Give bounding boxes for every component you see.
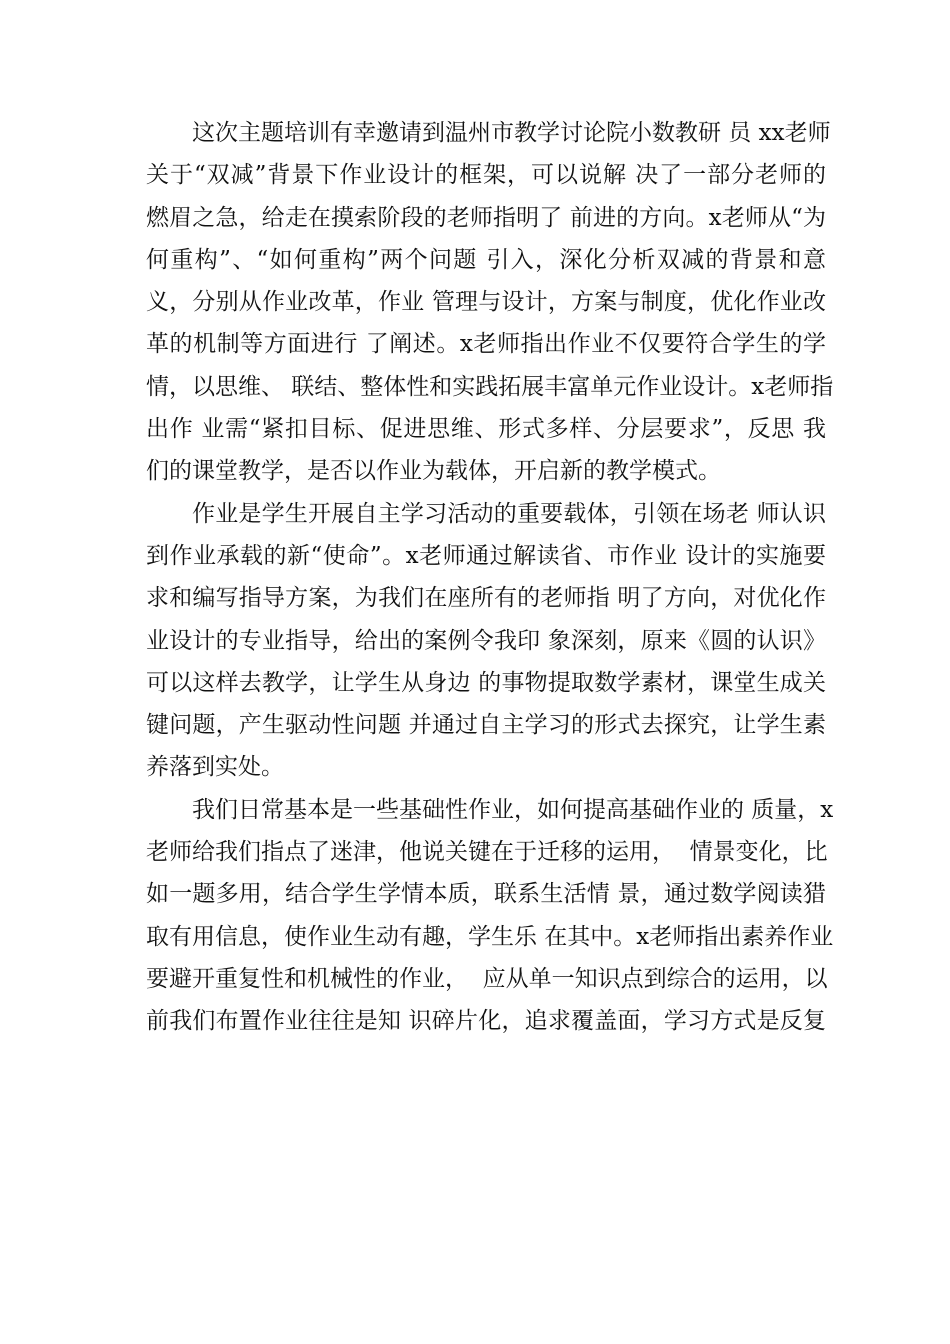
text-line: 何重构”、“如何重构”两个问题 引入，深化分析双减的背景和意 [146,246,826,273]
text-line: 可以这样去教学，让学生从身边 的事物提取数学素材，课堂生成关 [146,669,826,696]
text-line: 情，以思维、 联结、整体性和实践拓展丰富单元作业设计。x老师指 [146,373,834,400]
text-line: 革的机制等方面进行 了阐述。x老师指出作业不仅要符合学生的学 [146,331,826,358]
text-line: 业设计的专业指导，给出的案例令我印 象深刻，原来《圆的认识》 [146,627,826,654]
text-line: 键问题，产生驱动性问题 并通过自主学习的形式去探究，让学生素 [146,712,826,739]
body-text [146,112,834,1043]
text-line: 到作业承载的新“使命”。x老师通过解读省、市作业 设计的实施要 [146,542,826,569]
paragraph-1 [146,112,834,493]
text-line: 我们日常基本是一些基础性作业，如何提高基础作业的 质量，x [192,796,834,823]
paragraph-3 [146,789,834,1043]
text-line: 义，分别从作业改革，作业 管理与设计，方案与制度，优化作业改 [146,289,826,316]
paragraph-2 [146,493,826,789]
text-line: 如一题多用，结合学生学情本质，联系生活情 景，通过数学阅读猎 [146,881,826,908]
text-line: 取有用信息，使作业生动有趣，学生乐 在其中。x老师指出素养作业 [146,923,834,950]
text-line: 出作 业需“紧扣目标、促进思维、形式多样、分层要求”，反思 我 [146,416,826,443]
text-line: 们的课堂教学，是否以作业为载体，开启新的教学模式。 [146,458,721,485]
text-line: 前我们布置作业往往是知 识碎片化，追求覆盖面，学习方式是反复 [146,1008,826,1035]
text-line: 养落到实处。 [146,754,284,781]
text-line: 关于“双减”背景下作业设计的框架，可以说解 决了一部分老师的 [146,162,826,189]
text-line: 燃眉之急，给走在摸索阶段的老师指明了 前进的方向。x老师从“为 [146,204,826,231]
text-line: 要避开重复性和机械性的作业， 应从单一知识点到综合的运用，以 [146,965,828,992]
text-line: 作业是学生开展自主学习活动的重要载体，引领在场老 师认识 [192,500,826,527]
text-line: 这次主题培训有幸邀请到温州市教学讨论院小数教研 员 xx老师 [192,120,831,146]
text-line: 老师给我们指点了迷津，他说关键在于迁移的运用， 情景变化，比 [146,839,828,866]
text-line: 求和编写指导方案，为我们在座所有的老师指 明了方向，对优化作 [146,585,826,612]
